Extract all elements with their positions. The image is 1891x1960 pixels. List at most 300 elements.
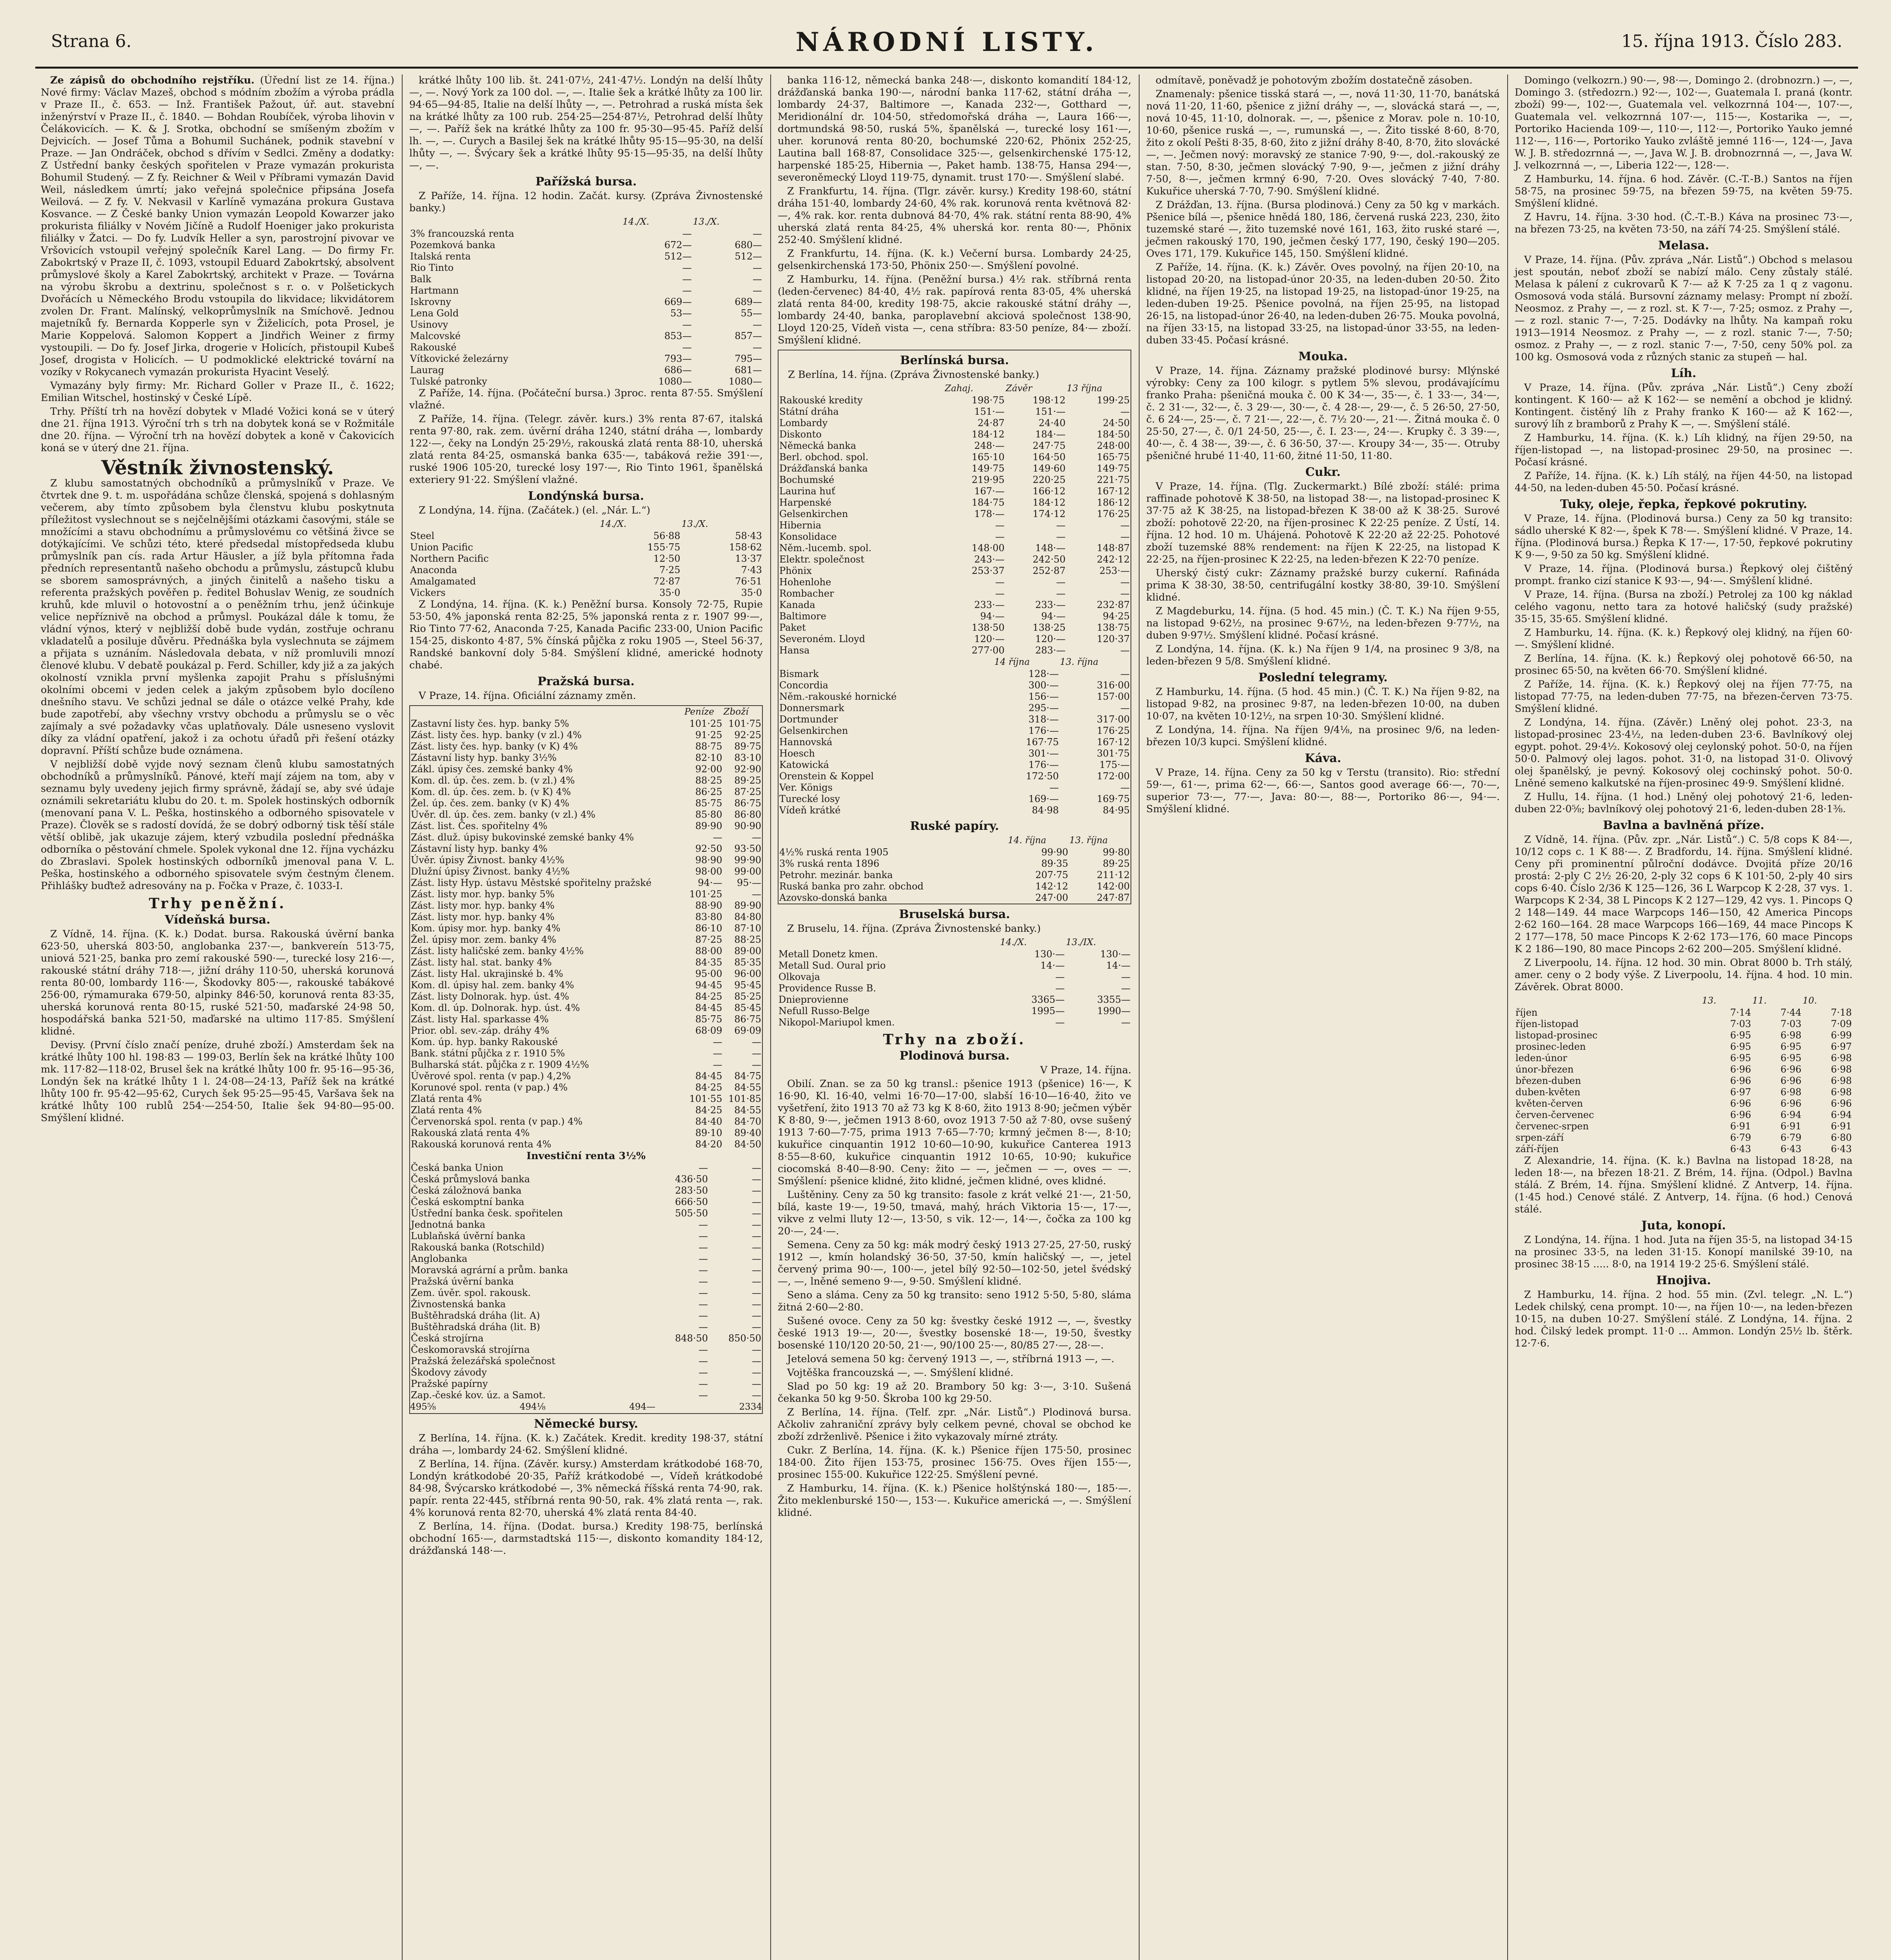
table-row	[779, 429, 1131, 440]
row-label: Buštěhradská dráha (lit. B)	[411, 1321, 540, 1332]
row-value: 138·25	[1033, 622, 1066, 633]
row-value: 53—	[670, 308, 692, 319]
row-label: Berl. obchod. spol.	[779, 452, 869, 463]
row-value: 857—	[735, 330, 762, 341]
row-value: 86·10	[695, 923, 722, 934]
row-value: 232·87	[1097, 599, 1130, 610]
row-value: —	[752, 1390, 761, 1401]
col-header: Zahaj.	[945, 383, 973, 394]
row-label: říjen	[1515, 1007, 1538, 1018]
row-label: Státní dráha	[779, 406, 839, 417]
table-row	[779, 668, 1131, 680]
row-label: Harpenské	[779, 497, 831, 508]
table-row	[409, 285, 763, 296]
row-value: —	[752, 1310, 761, 1321]
row-value: —	[699, 1390, 708, 1401]
row-value: 300·—	[1028, 680, 1059, 691]
row-value: —	[1055, 971, 1065, 982]
table-row	[410, 718, 762, 730]
table-row	[410, 1025, 762, 1036]
table-row	[409, 353, 763, 365]
prague-bourse-heading: Pražská bursa.	[537, 675, 635, 688]
row-value: 233·—	[974, 599, 1005, 610]
table-row	[779, 633, 1131, 645]
table-row	[409, 576, 763, 587]
row-value: 301·—	[1028, 748, 1059, 759]
table-row	[409, 376, 763, 387]
table-row	[779, 793, 1131, 805]
row-value: 219·95	[971, 474, 1005, 485]
table-row	[779, 452, 1131, 463]
row-value: —	[699, 1378, 708, 1389]
row-value: 84·45	[695, 1071, 722, 1082]
row-value: 6·80	[1831, 1132, 1852, 1143]
issue-date: 15. října 1913. Číslo 283.	[1621, 31, 1842, 51]
table-row	[778, 1005, 1131, 1017]
col-header: 11.	[1752, 996, 1767, 1006]
row-label: Northern Pacific	[410, 553, 489, 564]
newspaper-title: NÁRODNÍ LISTY.	[795, 27, 1098, 57]
row-value: —	[682, 262, 692, 273]
table-row	[409, 262, 763, 274]
brussels-heading: Bruselská bursa.	[899, 907, 1010, 921]
row-label: Něm.-lucemb. spol.	[779, 543, 872, 554]
row-value: 94·—	[698, 877, 722, 888]
alfalfa-text: Vojtěška francouzská —, —. Smýšlení klidné.	[787, 1367, 1014, 1379]
row-value: 89·25	[1103, 858, 1130, 869]
row-value: 316·00	[1097, 680, 1130, 691]
table-row	[1515, 1075, 1853, 1087]
table-row	[410, 820, 762, 832]
row-label: říjen-listopad	[1515, 1018, 1579, 1029]
row-value: —	[1121, 1017, 1131, 1028]
hamburg-produce-text: Z Hamburku, 14. října. (K. k.) Pšenice holštýnská 180·—, 185·—. Žito meklenburské 150·—, 153·—. Kukuřice americká —, —. Smýšlení klidné.	[778, 1483, 1131, 1519]
row-value: —	[1120, 702, 1130, 713]
row-value: —	[682, 319, 692, 330]
cotton-text: Z Vídně, 14. října. (Pův. zpr. „Nár. Listů“.) C. 5/8 cops K 84·—, 10/12 cops c. 1 K 88·—. Z Bradfordu, 14. října. Smýšlení klidné. Ceny při prominentní půlroční dodávce. Dvojitá příze 20/16 prostá: 2-ply C 2½ 26·20, 2-ply 32 cops 6 K 101·50, 2-ply 40 sirs cops 6·40. Číslo 2/36 K 125—126, 36 L Warpcop K 2·28, 37 vys. 1. Warpcops K 2·34, 38 L Pincops K 2 127—129, 42 vys. 1. Pincops Q 2 148—149. 44 mace Warpcops 146—150, 42 America Pincops 2·62 160—164. 28 mace Warpcops 166—169, 44 mace Pincops K 2 177—178, 50 mace Pincops K 2·62 173—176, 60 mace Pincops K 2 186—190, 80 mace Pincops 2·62 200—205. Smýšlení klidné.	[1515, 834, 1853, 955]
table-row	[409, 319, 763, 330]
row-value: 6·96	[1780, 1098, 1802, 1109]
row-value: —	[1056, 588, 1066, 599]
row-label: Kom. dl. úp. čes. zem. b. (v zl.) 4%	[411, 775, 575, 786]
row-value: 85·45	[734, 1002, 761, 1013]
row-value: 83·10	[734, 752, 761, 763]
table-row	[1515, 1087, 1853, 1098]
table-row	[410, 957, 762, 968]
row-value: 84·25	[695, 1105, 722, 1116]
cotton-heading: Bavlna a bavlněná příze.	[1603, 818, 1764, 832]
row-label: Zást. listy mor. hyp. banky 5%	[411, 889, 555, 900]
row-value: —	[752, 1048, 761, 1059]
row-value: —	[752, 1185, 761, 1196]
spirits-text: V Praze, 14. října. (Pův. zpráva „Nár. Listů“.) Ceny zboží kontingent. K 160·— až K 162·— se nemění a obchod je klidný. Kontingent. čistěný líh z Prahy franko K 160·— až K 162·—, surový líh z bramborů z Prahy K —, —. Smýšlení stálé.	[1515, 382, 1853, 430]
row-value: —	[713, 832, 722, 843]
row-label: Zást. listy Hyp. ústavu Městské spořitelny pražské	[411, 877, 652, 888]
row-value: 24·87	[977, 417, 1005, 428]
row-label: Živnostenská banka	[411, 1299, 506, 1310]
prague-rows-2	[410, 1162, 762, 1401]
table-row	[779, 847, 1131, 858]
row-value: 6·91	[1831, 1121, 1852, 1132]
row-value: 184·75	[971, 497, 1005, 508]
row-value: —	[1055, 1017, 1065, 1028]
table-row	[1515, 1098, 1853, 1109]
table-row	[779, 881, 1131, 892]
prague-table	[410, 706, 762, 1150]
row-label: leden-únor	[1515, 1053, 1567, 1063]
row-value: 89·90	[734, 900, 761, 911]
row-value: 84·45	[695, 1002, 722, 1013]
table-row	[410, 923, 762, 934]
row-value: —	[753, 285, 762, 296]
russian-rows	[779, 847, 1131, 904]
grain-text: Obilí. Znan. se za 50 kg transl.: pšenice 1913 (pšenice) 16·—, K 16·90, Kl. 16·40, velmi 16·70—17·00, slabší 16·10—16·40, žito ve vyšetření, žito 1913 70 až 73 kg K 8·60, žito 1913 8·90; ječmen výběr K 8·80, 9·—, ječmen 1913 8·60, ovoz 1913 7·50 až 7·80, ovse sušený 1913 7·60—7·75, prima 1913 7·65—7·70; krmný ječmen 8·—, 8·10; kukuřice cinquantin 1912 10·60—10·90, kukuřice Canterea 1913 8·55—8·60, kukuřice cinquantin 1912 10·65, 10·90; kukuřice ciocomská 8·40—8·90. Ceny: žito — —, ječmen — —, oves — —. Smýšlení: pšenice klidné, žito klidné, ječmen klidné, oves klidné.	[778, 1078, 1131, 1187]
row-value: —	[1056, 577, 1066, 588]
row-label: Steel	[410, 530, 435, 541]
row-value: 24·50	[1103, 417, 1130, 428]
row-label: Pražská úvěrní banka	[411, 1276, 514, 1287]
registry-deletions: Vymazány byly firmy: Mr. Richard Goller v Praze II., č. 1622; Emilian Witschel, hostinský v České Lípě.	[41, 380, 394, 404]
table-row	[410, 934, 762, 946]
table-row	[410, 866, 762, 877]
row-label: červen-červenec	[1515, 1109, 1594, 1120]
row-value: 680—	[735, 240, 762, 250]
prague-bourse-intro: V Praze, 14. října. Oficiální záznamy změn.	[419, 690, 636, 702]
table-row	[779, 417, 1131, 429]
table-row	[409, 274, 763, 285]
row-value: 6·98	[1780, 1087, 1802, 1098]
table-row	[410, 946, 762, 957]
footer-cell: 494⅛	[519, 1402, 546, 1412]
col-header: Závěr	[1005, 383, 1032, 394]
row-label: Česká eskomptní banka	[411, 1196, 524, 1207]
money-markets-heading: Trhy peněžní.	[149, 895, 287, 912]
row-value: 138·50	[971, 622, 1005, 633]
row-value: 295·—	[1028, 702, 1059, 713]
table-row	[410, 843, 762, 855]
produce-bourse-heading: Plodinová bursa.	[899, 1049, 1010, 1063]
row-label: Zlatá renta 4%	[411, 1105, 482, 1116]
table-row	[1515, 1030, 1853, 1041]
frankfurt-evening-text: Z Frankfurtu, 14. října. (K. k.) Večerní bursa. Lombardy 24·25, gelsenkirchenská 173·50, Phönix 250·—. Smýšlení povolné.	[778, 248, 1131, 272]
row-value: —	[753, 319, 762, 330]
row-value: 167·12	[1097, 486, 1130, 497]
dresden-text: Z Drážďan, 13. října. (Bursa plodinová.) Ceny za 50 kg v markách. Pšenice bílá —, pšenice hnědá 180, 186, červená ruská 223, 230, žito tuzemské staré —, žito tuzemské nové 161, 163, žito ruské staré —, ječmen rakouský 170, 190, ječmen český 177, 190, český 190—205. Oves 171, 179. Kukuřice 145, 150. Smýšlení klidné.	[1146, 199, 1500, 260]
row-value: —	[752, 1208, 761, 1219]
table-row	[779, 497, 1131, 508]
brussels-rows	[778, 949, 1131, 1028]
row-value: 87·10	[734, 923, 761, 934]
table-row	[779, 554, 1131, 565]
table-row	[410, 775, 762, 786]
row-value: 68·09	[695, 1025, 722, 1036]
table-row	[1515, 1109, 1853, 1121]
row-value: —	[699, 1287, 708, 1298]
row-label: Iskrovny	[410, 296, 451, 307]
row-value: —	[752, 1367, 761, 1378]
row-label: Zást. listy mor. hyp. banky 4%	[411, 911, 555, 922]
table-row	[778, 949, 1131, 960]
paris-produce-text: Z Paříže, 14. října. (K. k.) Závěr. Oves povolný, na říjen 20·10, na listopad 20·20, na listopad-únor 20·35, na leden-duben 20·50. Žito klidné, na říjen 19·25, na listopad 19·25, na listopad-únor 19·25, na leden-duben 19·25. Pšenice povolná, na říjen 25·95, na listopad 26·15, na listopad-únor 26·40, na leden-duben 26·75. Mouka povolná, na říjen 33·15, na listopad 33·25, na listopad-únor 33·55, na leden-duben 33·45. Počasí krásné.	[1146, 261, 1500, 346]
table-row	[779, 531, 1131, 543]
row-label: Italská renta	[410, 251, 471, 262]
table-row	[409, 240, 763, 251]
row-value: —	[752, 1219, 761, 1230]
row-label: Pozemková banka	[410, 240, 495, 250]
table-row	[409, 296, 763, 308]
row-value: 148·87	[1097, 543, 1130, 554]
table-row	[779, 869, 1131, 881]
row-value: 174·12	[1033, 508, 1066, 519]
row-label: Rakouská korunová renta 4%	[411, 1139, 552, 1150]
table-row	[779, 714, 1131, 725]
row-value: —	[1120, 645, 1130, 656]
row-value: —	[713, 1036, 722, 1047]
row-value: 157·00	[1097, 691, 1130, 702]
table-row	[410, 1048, 762, 1059]
row-label: Hannovská	[779, 737, 833, 748]
currency-rates-text: Devisy. (První číslo značí peníze, druhé zboží.) Amsterdam šek na krátké lhůty 100 hl. 198·83 — 199·03, Berlín šek na krátké lhůty 100 mk. 117·82—118·02, Brusel šek na krátké lhůty 100 fr. 95·16—95·36, Londýn šek na krátké lhůty 1 l. 24·08—24·13, Paříž šek na krátké lhůty 100 fr. 95·42—95·62, Curych šek 95·25—95·45, Varšava šek na krátké lhůty 100 rublů 254·—254·50, Italie šek 94·80—95·00. Smýšlení klidné.	[41, 1039, 394, 1124]
row-value: 85·80	[695, 809, 722, 820]
table-row	[779, 565, 1131, 577]
malt-text: Slad po 50 kg: 19 až 20. Brambory 50 kg: 3·—, 3·10. Sušená čekanka 50 kg 9·50. Škroba 100 kg 29·50.	[778, 1381, 1131, 1405]
fats-text-8: Z Hullu, 14. října. (1 hod.) Lněný olej pohotový 21·6, leden-duben 22·0⅝; bavlníkový olej pohotový 21·6, leden-duben 28·1⅜.	[1515, 791, 1853, 815]
row-label: Gelsenkirchen	[779, 725, 848, 736]
row-value: 35·0	[741, 587, 762, 598]
row-value: —	[699, 1321, 708, 1332]
london-bourse-intro: Z Londýna, 14. října. (Začátek.) (el. „Nár. L.“)	[419, 505, 650, 516]
table-row	[410, 752, 762, 764]
col-header: 13./IX.	[1066, 937, 1096, 947]
page-number: Strana 6.	[51, 31, 132, 51]
markets-notice: Trhy. Příští trh na hovězí dobytek v Mladé Vožici koná se v úterý dne 21. října 1913. Výroční trh s trh na dobytek koná se v Rožmitále dne 20. října. — Výroční trh na hovězí dobytek a koně v Čakovicích koná se v úterý dne 21. října.	[41, 406, 394, 454]
table-row	[409, 251, 763, 262]
row-value: 169·75	[1097, 793, 1130, 804]
row-label: Zást. listy haličské zem. banky 4½%	[411, 946, 584, 956]
sugar-heading: Cukr.	[1305, 465, 1341, 479]
row-value: 92·25	[734, 730, 761, 740]
table-row	[409, 342, 763, 353]
row-value: 89·35	[1041, 858, 1069, 869]
table-row	[779, 702, 1131, 714]
row-value: —	[1120, 531, 1130, 542]
row-value: 87·25	[695, 934, 722, 945]
last-telegrams-text-2: Z Londýna, 14. října. Na říjen 9/4⅛, na prosinec 9/6, na leden-březen 10/3 kupci. Smýšlení klidné.	[1146, 724, 1500, 748]
row-value: 6·95	[1730, 1030, 1751, 1041]
row-label: Hartmann	[410, 285, 459, 296]
row-label: Zlatá renta 4%	[411, 1093, 482, 1104]
molasses-text: V Praze, 14. října. (Pův. zpráva „Nár. Listů“.) Obchod s melasou jest spoután, neboť zboží se nabízí málo. Ceny zůstaly stálé. Melasa k pálení z cukrovarů K 7·— až K 7·25 za 1 q z vagonu. Osmosová voda stálá. Bursovní záznamy melasy: Prompt ní zboží. Neosmoz. z Prahy —, — z rozl. st. K 7·—, 7·25; osmoz. z Prahy —, — z rozl. stanic 7·—, 7·25. Dodávky na lhůty. Na kampaň roku 1913—1914 Neosmoz. z Prahy —, — z rozl. stanic 7·—, 7·50; osmoz. z Prahy —, — z rozl. stanic 7·—, 7·50, ceny 50% pol. za 100 kg. Osmosová voda z různých stanic za stupeň — hal.	[1515, 254, 1853, 363]
row-value: —	[699, 1276, 708, 1287]
table-row	[778, 971, 1131, 983]
row-value: 666·50	[675, 1196, 708, 1207]
row-value: 88·25	[695, 775, 722, 786]
table-row	[410, 1185, 762, 1196]
row-value: —	[699, 1310, 708, 1321]
row-label: Anglobanka	[411, 1253, 468, 1264]
col-header: Zboží	[723, 707, 749, 717]
row-value: —	[752, 1036, 761, 1047]
table-row	[1515, 1018, 1853, 1030]
flour-heading: Mouka.	[1298, 350, 1348, 363]
table-row	[410, 1287, 762, 1299]
column-5	[1509, 74, 1858, 1960]
row-value: 512—	[735, 251, 762, 262]
last-telegrams-heading: Poslední telegramy.	[1258, 671, 1388, 684]
last-telegrams-text: Z Hamburku, 14. října. (5 hod. 45 min.) (Č. T. K.) Na říjen 9·82, na listopad 9·82, na prosinec 9·87, na leden-březen 10·00, na duben 10·07, na květen 10·12½, na srpen 10·30. Smýšlení klidné.	[1146, 686, 1500, 722]
row-value: 86·80	[734, 809, 761, 820]
table-row	[779, 737, 1131, 748]
row-value: 96·00	[734, 968, 761, 979]
fats-text: V Praze, 14. října. (Plodinová bursa.) Ceny za 50 kg transito: sádlo uherské K 82·—, špek K 78·—. Smýšlení klidné. V Praze, 14. října. (Plodinová bursa.) Řepka K 17·—, 17·50, řepkové pokrutiny K 9·—, 9·50 za 50 kg. Smýšlení klidné.	[1515, 513, 1853, 561]
row-label: Ruská banka pro zahr. obchod	[779, 881, 924, 892]
row-label: Žel. úp. čes. zem. banky (v K) 4%	[411, 798, 570, 809]
row-label: Bismark	[779, 668, 819, 679]
row-value: 142·12	[1035, 881, 1069, 892]
table-row	[1515, 1041, 1853, 1053]
row-value: 92·90	[734, 764, 761, 775]
row-label: Union Pacific	[410, 542, 473, 553]
berlin-intro: Z Berlína, 14. října. (Zpráva Živnostenské banky.)	[788, 369, 1039, 381]
row-value: 7·03	[1730, 1018, 1751, 1029]
table-row	[410, 877, 762, 889]
row-label: Hoesch	[779, 748, 815, 759]
row-label: Dlužní úpisy Živnost. banky 4½%	[411, 866, 570, 877]
row-value: 98·00	[695, 866, 722, 877]
row-value: —	[713, 1048, 722, 1059]
hamburg-coffee-text: Z Hamburku, 14. října. 6 hod. Závěr. (C.-T.-B.) Santos na říjen 58·75, na prosinec 59·75, na březen 59·75, na květen 59·75. Smýšlení klidné.	[1515, 173, 1853, 209]
row-value: —	[995, 520, 1005, 531]
row-value: 82·10	[695, 752, 722, 763]
row-value: —	[699, 1219, 708, 1230]
row-label: Providence Russe B.	[779, 983, 876, 994]
fats-text-7: Z Londýna, 14. října. (Závěr.) Lněný olej pohot. 23·3, na listopad-prosinec 23·4½, na leden-duben 23·6. Bavlníkový olej egypt. pohot. 29·4½. Kokosový olej ceylonský pohot. 50·0, na říjen 50·0. Palmový olej lagos. pohot. 31·0, na listopad 31·0. Olivový olej španělský, je pevný. Kokosový olej cochinský pohot. 50·0. Lněné semeno kalkutské na říjen-prosinec 49·9. Smýšlení klidné.	[1515, 717, 1853, 789]
row-value: 172·00	[1097, 771, 1130, 782]
row-value: —	[699, 1242, 708, 1253]
table-row	[410, 1139, 762, 1150]
row-value: 86·75	[734, 1014, 761, 1025]
paris-close: Z Paříže, 14. října. (Telegr. závěr. kurs.) 3% renta 87·67, italská renta 97·80, rak. zem. úvěrní dráha 1240, státní dráha —, lombardy 122·—, čeky na Londýn 25·29½, rakouská zlatá renta 88·10, uherská zlatá renta 84·25, osmanská banka 635·—, tabáková režie 391·—, ruské 1906 105·20, turecké losy 197·—, Rio Tinto 1961, španělská exteriery 91·22. Smýšlení vlažné.	[409, 413, 763, 486]
row-value: 99·90	[734, 855, 761, 866]
row-value: —	[752, 1242, 761, 1253]
row-value: —	[752, 1287, 761, 1298]
row-label: Gelsenkirchen	[779, 508, 848, 519]
row-label: Ver. Königs	[779, 782, 833, 793]
row-value: 672—	[664, 240, 692, 250]
row-label: srpen-září	[1515, 1132, 1564, 1143]
row-label: Červenorská spol. renta (v pap.) 4%	[411, 1116, 583, 1127]
row-value: 253·—	[1099, 565, 1130, 576]
col-header: 13. října	[1069, 835, 1108, 846]
footer-cell: 494—	[629, 1402, 656, 1412]
row-value: 7·14	[1730, 1007, 1751, 1018]
row-value: 689—	[735, 296, 762, 307]
row-value: 301·75	[1097, 748, 1130, 759]
table-row	[778, 994, 1131, 1005]
row-label: listopad-prosinec	[1515, 1030, 1598, 1041]
vestnik-heading: Věstník živnostenský.	[101, 456, 334, 479]
row-label: Hansa	[779, 645, 810, 656]
row-value: —	[752, 1378, 761, 1389]
german-bourses-heading: Německé bursy.	[534, 1417, 638, 1431]
table-row	[779, 474, 1131, 486]
row-value: 89·25	[734, 775, 761, 786]
row-value: 853—	[664, 330, 692, 341]
row-value: —	[713, 1059, 722, 1070]
row-label: Vítkovické železárny	[410, 353, 508, 364]
prague-table-box	[409, 705, 763, 1414]
registry-text: (Úřední list ze 14. října.) Nové firmy: Václav Mazeš, obchod s módním zbožím a výroba prádla v Praze II., č. 653. — Inž. František Pažout, úř. aut. stavební inženýrství v Praze II., č. 1840. — Bohdan Roubíček, výroba lihovin v Čelákovicích. — K. & J. Srotka, obchodní se smíšeným zbožím v Dejvicích. — Josef Tůma a Bohumil Suchánek, podnik stavební v Praze. — Jan Ondráček, obchod s dřívím v Sedlci. Změny a dodatky: Z Ústřední banky českých spořitelen v Praze vymazán prokurista Bohumil Studený. — Z fy. Reichner & Weil v Příbrami vymazán David Weil, následkem úmrtí; jako veřejná společnice připsána Josefa Weilová. — Z fy. V. Nekvasil v Karlíně vymazána prokura Gustava Kosvance. — Z České banky Union vymazán Leopold Kowarzer jako prokurista filiálky v Novém Jičíně a Rudolf Hoeniger jako prokurista filiálky v Žatci. — Do fy. Ludvík Heller a syn, parostrojní pivovar ve Vršovicích vstoupil veřejný společník Karel Lang. — Do firmy Fr. Zabokrtský v Praze II, č. 1093, vstoupil Eduard Zabokrtský, absolvent průmyslové školy a Karel Zabokrtský, architekt v Praze. — Továrna na výrobu škrobu a dextrinu, společnost s r. o. v Polšetickych Dvořácích u Německého Brodu vstoupila do likvidace; likvidátorem zvolen Dr. Frant. Malínský, velkoprůmyslník na Smíchově. Jednou majetníků fy. Bernarda Kopperle syn v Žiželicích, pota Prosel, je Marie Koppelová. Salomon Koppert a Jindřich Weiner z firmy vystoupili. — Do fy. Josef Jirka, drogerie v Holicích, přistoupil Kubeš Josef, drogista v Holicích. — U podmoklické elektrické tovární na vozíky v Rokycanech vymazán prokurista Hyacint Veselý.	[41, 74, 394, 378]
row-label: Usinovy	[410, 319, 448, 330]
table-row	[779, 858, 1131, 869]
row-value: 167·75	[1026, 737, 1059, 748]
row-value: 184·12	[971, 429, 1005, 440]
row-label: květen-červen	[1515, 1098, 1583, 1109]
row-value: 95·00	[695, 968, 722, 979]
row-value: —	[752, 1299, 761, 1310]
row-value: 247·00	[1035, 892, 1069, 903]
table-row	[410, 911, 762, 923]
row-label: červenec-srpen	[1515, 1121, 1589, 1132]
row-label: prosinec-leden	[1515, 1041, 1586, 1052]
london-bourse-heading: Londýnská bursa.	[528, 489, 644, 503]
row-label: Rakouská banka (Rotschild)	[411, 1242, 544, 1253]
row-value: 158·62	[729, 542, 762, 553]
row-value: 184·—	[1035, 429, 1066, 440]
row-value: —	[753, 342, 762, 353]
col-header: 14 října	[994, 657, 1030, 667]
row-label: Úvěr. úpisy Živnost. banky 4½%	[411, 855, 564, 866]
table-row	[410, 900, 762, 911]
german-text-2: Z Berlína, 14. října. (Závěr. kursy.) Amsterdam krátkodobé 168·70, Londýn krátkodobé 20·35, Paříž krátkodobé —, Vídeň krátkodobé 84·98, Švýcarsko krátkodobé —, 3% německá říšská renta 74·90, rak. papír. renta 22·445, stříbrná renta 90·50, rak. 4% zlatá renta —, rak. 4% korunová renta 82·70, uherská 4% zlatá renta 84·40.	[409, 1458, 763, 1519]
row-value: 176·—	[1028, 725, 1059, 736]
table-row	[778, 1017, 1131, 1028]
spirits-text-3: Z Paříže, 14. října. (K. k.) Líh stálý, na říjen 44·50, na listopad 44·50, na leden-duben 45·50. Počasí krásné.	[1515, 470, 1853, 494]
liverpool-text: Z Liverpoolu, 14. října. 12 hod. 30 min. Obrat 8000 b. Trh stálý, amer. ceny o 2 body výše. Z Liverpoolu, 14. října. 4 hod. 10 min. Závěrek. Obrat 8000.	[1515, 957, 1853, 993]
row-label: Dnieprovienne	[779, 994, 849, 1005]
row-value: 85·75	[695, 798, 722, 809]
row-value: 92·00	[695, 764, 722, 775]
row-label: Diskonto	[779, 429, 822, 440]
row-value: 13·37	[735, 553, 762, 564]
row-value: 1080—	[728, 376, 762, 387]
fats-text-3: V Praze, 14. října. (Bursa na zboží.) Petrolej za 100 kg náklad celého vagonu, netto tara za hotové haličský (sudy pražské) 35·15, 35·65. Smýšlení klidné.	[1515, 589, 1853, 625]
row-value: 128·—	[1028, 668, 1059, 679]
row-label: Korunové spol. renta (v pap.) 4%	[411, 1082, 568, 1093]
table-row	[410, 1071, 762, 1082]
row-label: Bulharská stát. půjčka z r. 1909 4½%	[411, 1059, 589, 1070]
fertilizer-heading: Hnojiva.	[1656, 1274, 1711, 1287]
table-row	[779, 486, 1131, 497]
column-rule	[770, 74, 771, 1960]
vienna-bourse-text: Z Vídně, 14. října. (K. k.) Dodat. bursa. Rakouská úvěrní banka 623·50, uherská 803·50, anglobanka 237·—, bankvereín 513·75, uniová 521·25, banka pro zemí rakouské 590·—, turecké losy 216·—, rakouské státní dráhy 718·—, jižní dráhy 110·50, uherská korunová renta 80·00, lombardy 116·—, Škodovky 805·—, rakouské tabákové 256·00, rýmamuraka 679·50, alpinky 846·50, korunová renta 83·35, uherská korunová renta 80·15, ruské 521·50, maďarské 24·98 50, hospodářská banka 521·50, maďarské na ultimo 117·85. Smýšlení klidné.	[41, 928, 394, 1037]
row-label: Lombardy	[779, 417, 828, 428]
table-row	[409, 564, 763, 576]
molasses-heading: Melasa.	[1658, 239, 1709, 252]
spirits-heading: Líh.	[1671, 367, 1697, 380]
row-value: 120·—	[1035, 633, 1066, 644]
row-label: Kom. úp. hyp. banky Rakouské	[411, 1036, 558, 1047]
row-value: 138·75	[1097, 622, 1130, 633]
row-value: 6·96	[1780, 1075, 1802, 1086]
column-4	[1141, 74, 1505, 1960]
row-value: —	[752, 1196, 761, 1207]
table-row	[410, 1059, 762, 1071]
coffee-text: V Praze, 14. října. Ceny za 50 kg v Terstu (transito). Rio: střední 59·—, 61·—, prima 62·—, 66·—, Santos good average 66·—, 70·—, superior 73·—, 77·—, Java: 80·—, 88·—, Portoriko 86·—, 94·—. Smýšlení klidné.	[1146, 767, 1500, 815]
table-row	[409, 530, 763, 542]
row-label: Lublaňská úvěrní banka	[411, 1230, 526, 1241]
row-label: duben-květen	[1515, 1087, 1581, 1098]
